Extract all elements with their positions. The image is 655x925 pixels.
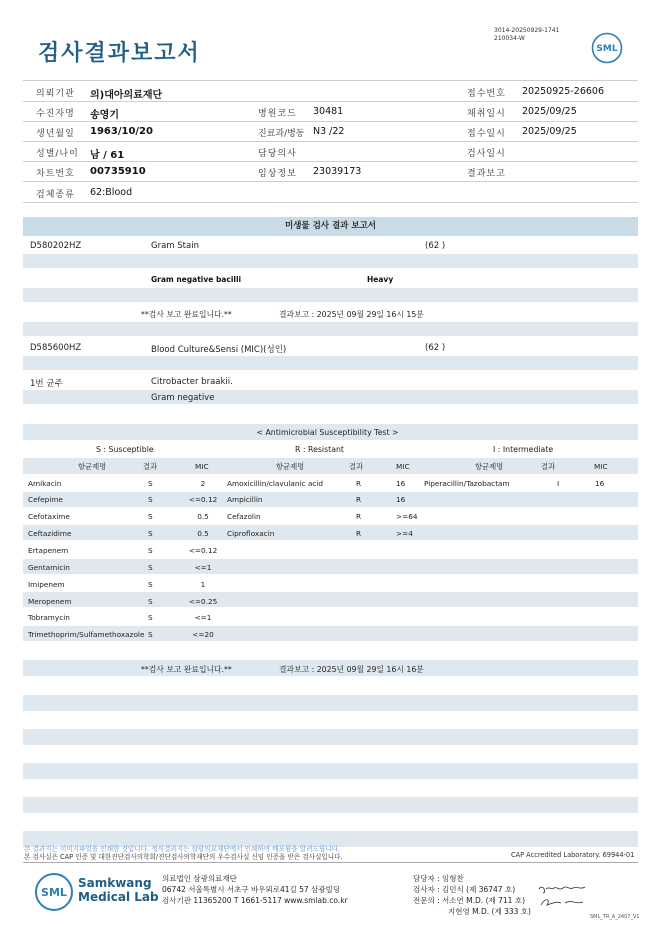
- col2-result-header: 결과: [349, 462, 364, 471]
- tester-label: 검사자 :: [413, 885, 440, 894]
- ast-drug: Cefotaxime: [28, 512, 70, 521]
- ast-result: S: [148, 597, 153, 606]
- org-phone: 검사기관 11365200 T 1661-5117 www.smlab.co.kr: [162, 896, 348, 905]
- col3-mic-header: MIC: [594, 462, 608, 471]
- col2-mic-header: MIC: [396, 462, 410, 471]
- ast-drug: Gentamicin: [28, 563, 70, 572]
- ast-drug: Ceftazidime: [28, 529, 72, 538]
- gram-test-code: D580202HZ: [30, 241, 82, 251]
- clinical-value: 23039173: [313, 166, 362, 177]
- specialist-label: 전문의 :: [413, 896, 440, 905]
- ast-drug: Ampicillin: [227, 495, 263, 504]
- culture-test-name: Blood Culture&Sensi (MIC)(성인): [151, 345, 287, 355]
- patient-label: 수진자명: [36, 109, 75, 119]
- ast-mic: <=0.12: [188, 495, 218, 504]
- ast-result: R: [356, 495, 362, 504]
- ast-mic: <=20: [192, 630, 214, 639]
- ast-result: S: [148, 512, 153, 521]
- print-notice: 본 결과지는 이미지파일을 인쇄한 것입니다. 정식결과지는 삼광의료재단에서 인쇄하여 배포됨을 알려드립니다.: [24, 845, 341, 853]
- hospital-code-label: 병원코드: [258, 109, 297, 119]
- ast-drug: Piperacillin/Tazobactam: [424, 479, 510, 488]
- sex-age-label: 성별/나이: [36, 149, 79, 159]
- org-name: 의료법인 삼광의료재단: [162, 874, 237, 883]
- culture-done-note: **검사 보고 완료입니다.**: [141, 665, 232, 674]
- ast-mic: <=0.12: [188, 546, 218, 555]
- doc-id-line-1: 3014-20250929-1741: [494, 27, 560, 34]
- footer-org-info: [162, 873, 348, 906]
- ast-result: S: [148, 563, 153, 572]
- gram-finding: Gram negative bacilli: [151, 275, 242, 284]
- organism-gram: Gram negative: [151, 393, 215, 403]
- chart-value: 00735910: [90, 166, 146, 177]
- col1-result-header: 결과: [143, 462, 158, 471]
- ast-mic: 0.5: [197, 512, 209, 521]
- sex-age-value: 남 / 61: [90, 150, 125, 161]
- form-code: SML_TR_A_2407_V1: [590, 914, 640, 920]
- accreditation-notice: 본 검사실은 CAP 인증 및 대한진단검사의학회/진단검사의학재단의 우수검사실 신임 인증을 받은 검사실입니다.: [24, 853, 343, 861]
- hospital-code-value: 30481: [313, 106, 344, 117]
- ast-drug: Ciprofloxacin: [227, 529, 275, 538]
- legend-intermediate: I : Intermediate: [493, 445, 554, 454]
- requester-value: 의)대아의료재단: [90, 90, 163, 101]
- specialist-name-1: 서소연 M.D. (제 711 호): [442, 896, 525, 905]
- organism-name: Citrobacter braakii.: [151, 377, 233, 387]
- ast-mic: <=1: [194, 613, 212, 622]
- gram-specimen: (62 ): [425, 241, 446, 251]
- receipt-no-label: 접수번호: [467, 89, 506, 99]
- ast-mic: <=1: [194, 563, 212, 572]
- ast-drug: Trimethoprim/Sulfamethoxazole: [28, 630, 145, 639]
- footer-staff: [413, 873, 531, 917]
- ast-result: I: [557, 479, 560, 488]
- legend-resistant: R : Resistant: [295, 445, 344, 454]
- signatures: [537, 881, 597, 911]
- org-address: 06742 서울특별시 서초구 바우뫼로41길 57 삼광빌딩: [162, 885, 341, 894]
- ast-drug: Ertapenem: [28, 546, 69, 555]
- svg-text:SML: SML: [41, 886, 67, 899]
- manager-name: 임형찬: [442, 874, 464, 883]
- sml-footer-logo: [34, 872, 74, 912]
- specialist-name-2: 지현영 M.D. (제 333 호): [448, 907, 531, 916]
- ast-result: S: [148, 479, 153, 488]
- dept-value: N3 /22: [313, 126, 345, 137]
- col3-result-header: 결과: [541, 462, 556, 471]
- col1-drug-header: 항균제명: [78, 462, 107, 471]
- ast-mic: 1: [200, 580, 206, 589]
- ast-mic: <=0.25: [188, 597, 218, 606]
- ast-result: S: [148, 529, 153, 538]
- ast-result: R: [356, 479, 362, 488]
- tester-name: 김민식 (제 36747 호): [442, 885, 516, 894]
- report-label: 결과보고: [467, 169, 506, 179]
- cap-accreditation: CAP Accredited Laboratory. 69944-01: [511, 851, 635, 859]
- ast-result: R: [356, 529, 362, 538]
- culture-report-time: 결과보고 : 2025년 09월 29일 16시 16분: [279, 665, 424, 674]
- manager-label: 담당자 :: [413, 874, 440, 883]
- svg-text:SML: SML: [596, 44, 618, 54]
- ast-result: S: [148, 580, 153, 589]
- document-id: [494, 27, 559, 43]
- ast-drug: Cefepime: [28, 495, 63, 504]
- receipt-date-label: 접수일시: [467, 129, 506, 139]
- clinical-label: 임상정보: [258, 169, 297, 179]
- receipt-date-value: 2025/09/25: [522, 126, 577, 137]
- brand-line-2: Medical Lab: [78, 890, 159, 904]
- col1-mic-header: MIC: [195, 462, 209, 471]
- ast-mic: 0.5: [197, 529, 209, 538]
- dob-label: 생년월일: [36, 129, 75, 139]
- ast-title: < Antimicrobial Susceptibility Test >: [256, 428, 399, 437]
- ast-result: S: [148, 546, 153, 555]
- ast-result: S: [148, 495, 153, 504]
- brand-name: [78, 876, 159, 904]
- ast-mic: 16: [396, 479, 406, 488]
- collect-date-label: 채취일시: [467, 109, 506, 119]
- ast-result: S: [148, 630, 153, 639]
- ast-drug: Tobramycin: [28, 613, 70, 622]
- col3-drug-header: 항균제명: [475, 462, 504, 471]
- sml-logo: [591, 32, 623, 64]
- brand-line-1: Samkwang: [78, 876, 152, 890]
- ast-mic: 16: [595, 479, 605, 488]
- doctor-label: 담당의사: [258, 149, 297, 159]
- requester-label: 의뢰기관: [36, 89, 75, 99]
- col2-drug-header: 항균제명: [276, 462, 305, 471]
- chart-label: 차트번호: [36, 169, 75, 179]
- test-date-label: 검사일시: [467, 149, 506, 159]
- ast-result: R: [356, 512, 362, 521]
- gram-done-note: **검사 보고 완료입니다.**: [141, 310, 232, 319]
- ast-mic: 2: [200, 479, 206, 488]
- isolate-label: 1번 균주: [30, 379, 63, 389]
- patient-value: 송영기: [90, 110, 119, 121]
- ast-drug: Cefazolin: [227, 512, 261, 521]
- ast-drug: Imipenem: [28, 580, 65, 589]
- collect-date-value: 2025/09/25: [522, 106, 577, 117]
- culture-test-code: D585600HZ: [30, 343, 82, 353]
- specimen-value: 62:Blood: [90, 187, 133, 198]
- section-title: 미생물 검사 결과 보고서: [23, 217, 638, 236]
- dept-label: 진료과/병동: [258, 129, 305, 139]
- ast-drug: Meropenem: [28, 597, 72, 606]
- ast-result: S: [148, 613, 153, 622]
- culture-specimen: (62 ): [425, 343, 446, 353]
- doc-id-line-2: 210034-W: [494, 35, 525, 42]
- dob-value: 1963/10/20: [90, 126, 153, 137]
- receipt-no-value: 20250925-26606: [522, 86, 605, 97]
- gram-amount: Heavy: [367, 275, 394, 284]
- ast-drug: Amikacin: [28, 479, 62, 488]
- legend-susceptible: S : Susceptible: [96, 445, 154, 454]
- page-title: 검사결과보고서: [38, 41, 201, 66]
- gram-test-name: Gram Stain: [151, 241, 199, 251]
- ast-mic: >=64: [396, 512, 418, 521]
- gram-report-time: 결과보고 : 2025년 09월 29일 16시 15분: [279, 310, 424, 319]
- specimen-label: 검체종류: [36, 190, 75, 200]
- ast-mic: >=4: [396, 529, 413, 538]
- ast-mic: 16: [396, 495, 406, 504]
- ast-drug: Amoxicillin/clavulanic acid: [227, 479, 323, 488]
